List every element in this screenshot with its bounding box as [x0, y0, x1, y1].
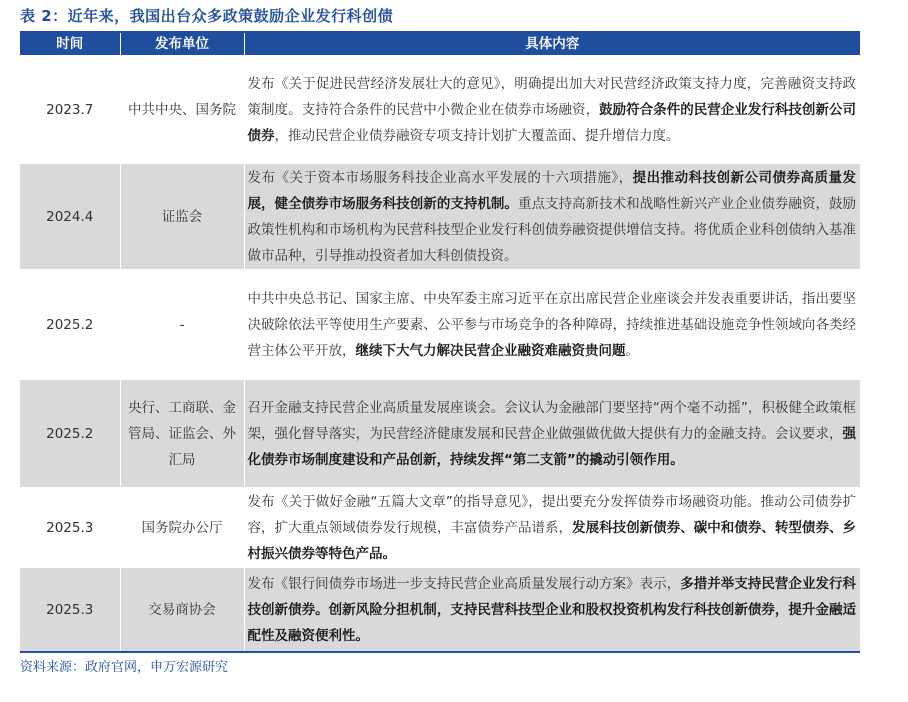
row-time: 2025.2: [20, 380, 120, 488]
highlight-text: 多措并举支持民营企业发行科技创新债券。创新风险分担机制，支持民营科技型企业和股权投资机构发行科技创新债券，提升金融适配性及融资便利性。: [247, 575, 857, 644]
body-text: 召开金融支持民营企业高质量发展座谈会。会议认为金融部门要坚持“两个毫不动摇”，积极健全政策框架，强化督导落实，为民营经济健康发展和民营企业做强做优做大提供有力的金融支持。会议要求，: [247, 399, 856, 442]
row-content: [244, 164, 860, 270]
table-row: [20, 488, 860, 568]
body-text: 发布《关于资本市场服务科技企业高水平发展的十六项措施》，: [247, 169, 633, 186]
row-unit: 央行、工商联、金管局、证监会、外汇局: [120, 380, 244, 488]
table-row: [20, 568, 860, 652]
row-unit: -: [120, 270, 244, 380]
body-text: 中共中央总书记、国家主席、中央军委主席习近平在京出席民营企业座谈会并发表重要讲话，指出要坚决破除依法平等使用生产要素、公平参与市场竞争的各种障碍，持续推进基础设施竞争性领域向各类经营主体公平开放，: [247, 290, 856, 359]
table-row: [20, 270, 860, 380]
body-text: 重点支持高新技术和战略性新兴产业企业债券融资，鼓励政策性机构和市场机构为民营科技型企业发行科创债券融资提供增信支持。将优质企业科创债纳入基准做市品种，引导推动投资者加大科创债投资。: [247, 195, 857, 264]
row-time: 2025.3: [20, 488, 120, 568]
row-unit: 中共中央、国务院: [120, 56, 244, 164]
header-time: 时间: [20, 33, 120, 56]
table-row: [20, 56, 860, 164]
body-text: 发布《关于做好金融“五篇大文章”的指导意见》，提出要充分发挥债券市场融资功能。推动公司债券扩容，扩大重点领域债券发行规模，丰富债券产品谱系，: [247, 493, 856, 536]
highlight-text: 发展科技创新债券、碳中和债券、转型债券、乡村振兴债券等特色产品。: [247, 519, 857, 562]
table-header-row: [20, 33, 860, 56]
row-content: [244, 270, 860, 380]
row-unit: 国务院办公厅: [120, 488, 244, 568]
row-time: 2025.3: [20, 568, 120, 652]
row-unit: 证监会: [120, 164, 244, 270]
row-unit: 交易商协会: [120, 568, 244, 652]
table-bottom-rule: [20, 651, 860, 653]
table-row: [20, 380, 860, 488]
table-caption: 表 2：近年来，我国出台众多政策鼓励企业发行科创债: [20, 7, 394, 25]
policy-table: [20, 33, 860, 652]
row-time: 2024.4: [20, 164, 120, 270]
body-text: ，推动民营企业债券融资专项支持计划扩大覆盖面、提升增信力度。: [274, 127, 680, 144]
source-note: 资料来源：政府官网，申万宏源研究: [20, 660, 229, 675]
row-content: [244, 380, 860, 488]
row-time: 2023.7: [20, 56, 120, 164]
highlight-text: 继续下大气力解决民营企业融资难融资贵问题: [355, 342, 626, 359]
row-content: [244, 568, 860, 652]
highlight-text: 强化债券市场制度建设和产品创新，持续发挥“第二支箭”的撬动引领作用。: [247, 425, 856, 468]
table-row: [20, 164, 860, 270]
body-text: 。: [625, 342, 639, 359]
row-content: [244, 488, 860, 568]
body-text: 发布《银行间债券市场进一步支持民营企业高质量发展行动方案》表示，: [247, 575, 681, 592]
header-content: 具体内容: [244, 33, 860, 56]
highlight-text: 鼓励符合条件的民营企业发行科技创新公司债券: [247, 101, 857, 144]
row-time: 2025.2: [20, 270, 120, 380]
header-unit: 发布单位: [120, 33, 244, 56]
highlight-text: 提出推动科技创新公司债券高质量发展，健全债券市场服务科技创新的支持机制。: [247, 169, 857, 212]
row-content: [244, 56, 860, 164]
body-text: 发布《关于促进民营经济发展壮大的意见》，明确提出加大对民营经济政策支持力度，完善融资支持政策制度。支持符合条件的民营中小微企业在债券市场融资，: [247, 75, 856, 118]
